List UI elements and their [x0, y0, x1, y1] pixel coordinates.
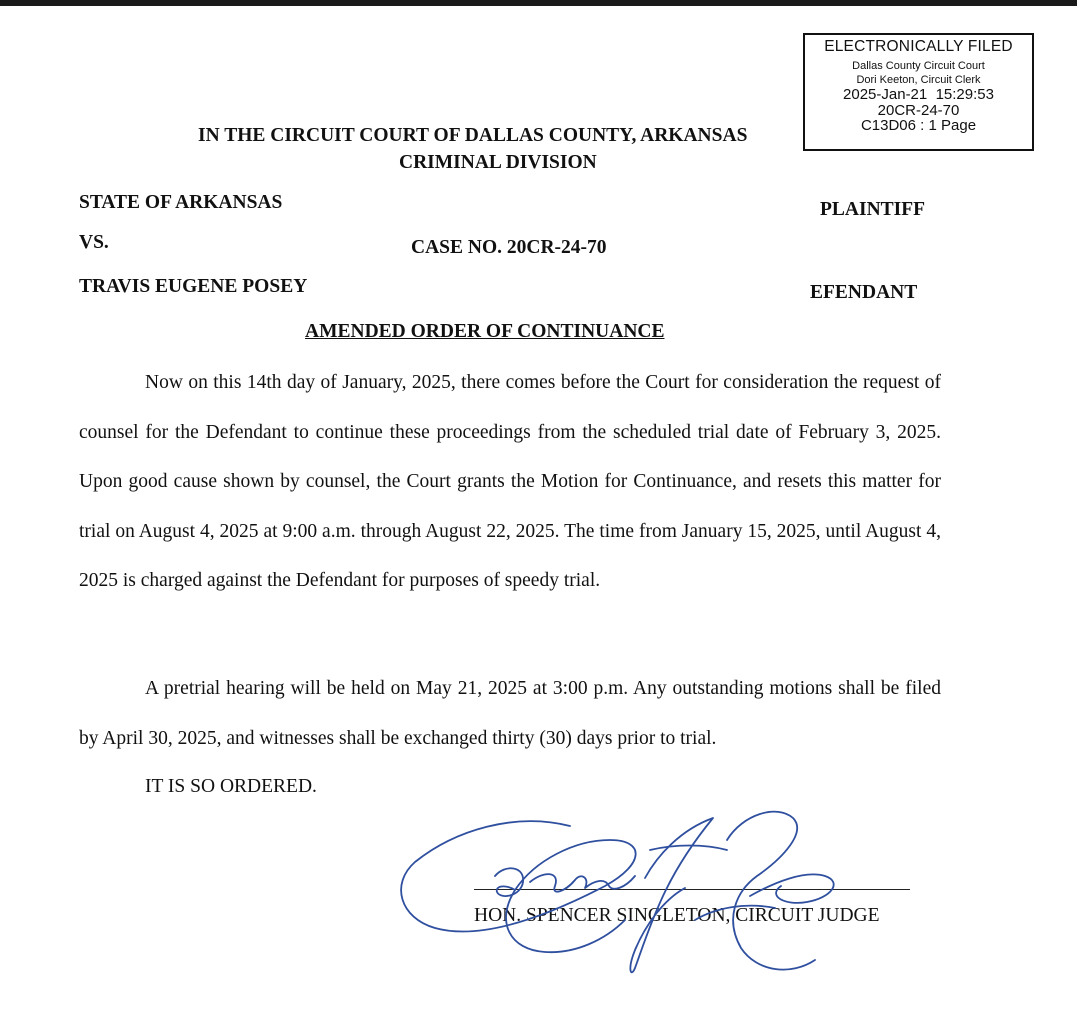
plaintiff-role: PLAINTIFF — [820, 199, 926, 220]
plaintiff-name: STATE OF ARKANSAS — [79, 192, 283, 213]
body-paragraph-2: A pretrial hearing will be held on May 21, 2025 at 3:00 p.m. Any outstanding motions shall be filed by April 30, 2025, and witnesses shall be exchanged thirty (30) days prior to trial. — [79, 678, 941, 749]
versus-label: VS. — [79, 232, 109, 253]
stamp-court: Dallas County Circuit Court — [852, 60, 985, 72]
body-paragraph-1: Now on this 14th day of January, 2025, there comes before the Court for consideration the request of counsel for the Defendant to continue these proceedings from the scheduled trial date of February 3, 2025. Upon good cause shown by counsel, the Court grants the Motion for Continuance, and resets this matter for trial on August 4, 2025 at 9:00 a.m. through August 22, 2025. The time from January 15, 2025, until August 4, 2025 is charged against the Defendant for purposes of speedy trial. — [79, 372, 941, 591]
stamp-title: ELECTRONICALLY FILED — [824, 38, 1013, 55]
division-heading: CRIMINAL DIVISION — [399, 152, 597, 173]
stamp-clerk: Dori Keeton, Circuit Clerk — [856, 74, 981, 86]
defendant-name: TRAVIS EUGENE POSEY — [79, 276, 308, 297]
stamp-case-number: 20CR-24-70 — [877, 102, 960, 119]
electronic-filing-stamp — [803, 33, 1034, 151]
stamp-page-count: C13D06 : 1 Page — [860, 117, 977, 134]
document-title: AMENDED ORDER OF CONTINUANCE — [305, 321, 665, 342]
top-border — [0, 0, 1077, 6]
stamp-datetime: 2025-Jan-21 15:29:53 — [843, 86, 994, 103]
judge-name: HON. SPENCER SINGLETON, CIRCUIT JUDGE — [474, 905, 880, 926]
case-number: CASE NO. 20CR-24-70 — [411, 237, 607, 258]
defendant-role: EFENDANT — [810, 282, 918, 303]
judge-signature — [395, 800, 855, 1000]
court-heading: IN THE CIRCUIT COURT OF DALLAS COUNTY, ARKANSAS — [198, 125, 748, 146]
order-statement: IT IS SO ORDERED. — [145, 776, 317, 797]
